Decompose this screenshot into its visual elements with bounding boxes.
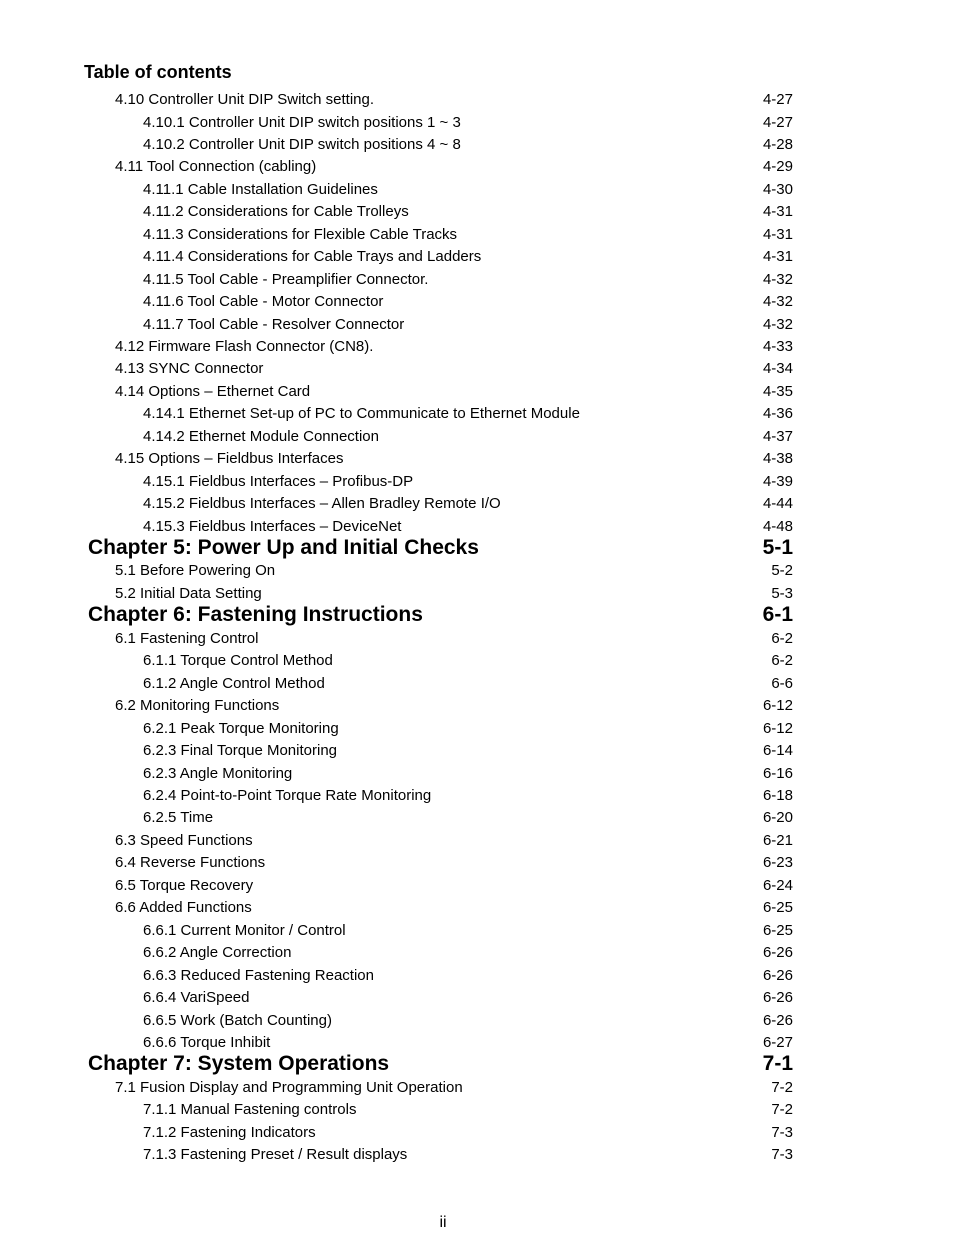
- toc-entry-page: 7-1: [762, 1052, 793, 1076]
- toc-entry[interactable]: [0, 269, 954, 291]
- toc-entry-title: 6.6.1 Current Monitor / Control: [143, 921, 346, 939]
- toc-entry-page: 6-18: [762, 787, 793, 804]
- toc-entry-title: 4.11.6 Tool Cable - Motor Connector: [143, 293, 384, 310]
- toc-entry-title: 6.2.1 Peak Torque Monitoring: [143, 719, 339, 737]
- toc-entry[interactable]: [0, 201, 954, 223]
- toc-entry-title: 4.11.3 Considerations for Flexible Cable Tracks: [143, 225, 458, 243]
- toc-entry-page: 4-32: [762, 270, 793, 288]
- toc-entry-page: 4-39: [762, 472, 793, 490]
- toc-entry[interactable]: [0, 650, 954, 672]
- toc-entry-title: 6.6.3 Reduced Fastening Reaction: [143, 966, 374, 984]
- toc-entry-title: 4.15.3 Fieldbus Interfaces – DeviceNet: [143, 517, 402, 535]
- toc-entry[interactable]: [0, 179, 954, 201]
- toc-entry[interactable]: [0, 852, 954, 874]
- toc-entry-page: 6-26: [762, 944, 793, 962]
- toc-entry-title: 4.15.2 Fieldbus Interfaces – Allen Bradley Remote I/O: [143, 495, 501, 513]
- toc-entry-page: 4-32: [762, 315, 793, 333]
- toc-entry-title: 6.6.5 Work (Batch Counting): [143, 1011, 332, 1029]
- toc-entry-title: 6.4 Reverse Functions: [115, 854, 266, 872]
- toc-entry-page: 4-38: [762, 450, 793, 468]
- toc-entry[interactable]: [0, 426, 954, 448]
- toc-entry-title: 4.10.1 Controller Unit DIP switch positions 1 ~ 3: [143, 113, 461, 131]
- toc-entry-page: 7-3: [771, 1146, 793, 1164]
- toc-entry[interactable]: [0, 448, 954, 470]
- toc-entry[interactable]: [0, 560, 954, 582]
- toc-entry-title: 4.13 SYNC Connector: [115, 360, 264, 378]
- toc-entry[interactable]: [0, 1122, 954, 1144]
- toc-entry[interactable]: [0, 695, 954, 717]
- toc-entry-title: 4.14.1 Ethernet Set-up of PC to Communicate to Ethernet Module: [143, 405, 580, 423]
- toc-entry[interactable]: [0, 291, 954, 313]
- toc-entry-title: 4.11.4 Considerations for Cable Trays and Ladders: [143, 248, 482, 266]
- toc-entry-page: 6-14: [762, 742, 793, 760]
- toc-entry-title: 7.1.1 Manual Fastening controls: [143, 1101, 357, 1119]
- toc-entry-title: 4.11.7 Tool Cable - Resolver Connector: [143, 315, 405, 333]
- toc-entry[interactable]: [0, 875, 954, 897]
- toc-entry-page: 4-44: [762, 495, 793, 513]
- toc-entry[interactable]: [0, 718, 954, 740]
- page-number: ii: [439, 1214, 447, 1231]
- toc-entry-title: 7.1.2 Fastening Indicators: [143, 1123, 316, 1141]
- toc-entry[interactable]: [0, 112, 954, 134]
- toc-entry-title: 6.1 Fastening Control: [115, 629, 259, 647]
- toc-entry-page: 6-20: [762, 809, 793, 827]
- toc-entry-page: 6-27: [762, 1033, 793, 1051]
- toc-entry-page: 6-16: [762, 764, 793, 782]
- toc-entry-page: 6-12: [762, 719, 793, 737]
- toc-entry[interactable]: [0, 920, 954, 942]
- toc-entry-title: 4.11.1 Cable Installation Guidelines: [143, 180, 378, 198]
- toc-entry-page: 4-31: [762, 248, 793, 266]
- toc-entry[interactable]: [0, 134, 954, 156]
- toc-entry-title: 6.6.4 VariSpeed: [143, 989, 250, 1006]
- toc-entry[interactable]: [0, 224, 954, 246]
- toc-entry-page: 7-2: [771, 1078, 793, 1096]
- toc-entry[interactable]: [0, 897, 954, 919]
- toc-entry-title: 6.2.4 Point-to-Point Torque Rate Monitoring: [143, 787, 432, 804]
- toc-entry-page: 6-1: [762, 603, 793, 627]
- toc-entry-title: 6.6.2 Angle Correction: [143, 944, 292, 962]
- toc-entry[interactable]: [0, 1010, 954, 1032]
- toc-entry-page: 4-35: [762, 382, 793, 400]
- toc-entry-title: 4.12 Firmware Flash Connector (CN8).: [115, 337, 374, 355]
- toc-chapter-entry[interactable]: [0, 1051, 954, 1077]
- toc-entry-page: 6-6: [771, 674, 793, 692]
- toc-entry-page: 6-12: [762, 697, 793, 715]
- toc-entry[interactable]: [0, 987, 954, 1009]
- toc-entry-title: 6.2 Monitoring Functions: [115, 697, 280, 715]
- toc-entry-title: 4.15 Options – Fieldbus Interfaces: [115, 450, 344, 468]
- toc-entry-title: 6.2.3 Angle Monitoring: [143, 764, 293, 782]
- toc-entry[interactable]: [0, 1144, 954, 1166]
- toc-entry-page: 6-26: [762, 966, 793, 984]
- toc-entry[interactable]: [0, 381, 954, 403]
- toc-entry-page: 5-2: [771, 562, 793, 580]
- toc-entry-page: 4-27: [762, 113, 793, 131]
- toc-entry-title: 6.3 Speed Functions: [115, 831, 253, 849]
- toc-entry-page: 6-21: [762, 831, 793, 849]
- toc-heading: Table of contents: [84, 62, 232, 82]
- toc-entry-page: 4-48: [762, 517, 793, 535]
- toc-entry-title: 4.15.1 Fieldbus Interfaces – Profibus-DP: [143, 472, 414, 490]
- toc-entry[interactable]: [0, 156, 954, 178]
- toc-entry-page: 4-37: [762, 427, 793, 445]
- toc-entry-page: 5-1: [762, 536, 793, 559]
- toc-entry[interactable]: [0, 965, 954, 987]
- toc-entry[interactable]: [0, 314, 954, 336]
- toc-entry[interactable]: [0, 673, 954, 695]
- toc-chapter-entry[interactable]: [0, 535, 954, 561]
- toc-entry-page: 7-3: [771, 1123, 793, 1141]
- toc-entry-page: 4-32: [762, 293, 793, 310]
- toc-entry-title: 6.5 Torque Recovery: [115, 876, 254, 894]
- toc-entry[interactable]: [0, 358, 954, 380]
- toc-entry-page: 4-33: [762, 337, 793, 355]
- toc-entry-page: 7-2: [771, 1101, 793, 1119]
- toc-entry[interactable]: [0, 403, 954, 425]
- toc-entry-page: 6-25: [762, 899, 793, 917]
- toc-entry[interactable]: [0, 807, 954, 829]
- toc-entry[interactable]: [0, 740, 954, 762]
- toc-entry-title: Chapter 7: System Operations: [88, 1052, 390, 1076]
- toc-entry[interactable]: [0, 763, 954, 785]
- toc-chapter-entry[interactable]: [0, 602, 954, 628]
- toc-entry[interactable]: [0, 785, 954, 807]
- toc-entry[interactable]: [0, 246, 954, 268]
- toc-entry-page: 6-25: [762, 921, 793, 939]
- toc-entry[interactable]: [0, 1099, 954, 1121]
- toc-entry-title: 4.11.2 Considerations for Cable Trolleys: [143, 203, 409, 221]
- toc-entry-page: 6-26: [762, 1011, 793, 1029]
- toc-entry-page: 4-27: [762, 91, 793, 108]
- toc-entry-title: 6.6 Added Functions: [115, 899, 252, 917]
- toc-entry-title: 6.2.3 Final Torque Monitoring: [143, 742, 338, 760]
- toc-entry-title: 4.10.2 Controller Unit DIP switch positions 4 ~ 8: [143, 135, 461, 153]
- toc-entry-title: 4.11 Tool Connection (cabling): [115, 158, 317, 176]
- toc-entry-title: 4.10 Controller Unit DIP Switch setting.: [115, 91, 375, 108]
- toc-entry-title: 5.2 Initial Data Setting: [115, 584, 262, 602]
- toc-entry[interactable]: [0, 942, 954, 964]
- toc-entry-title: 4.14 Options – Ethernet Card: [115, 382, 311, 400]
- toc-entry-title: 6.1.1 Torque Control Method: [143, 652, 333, 670]
- toc-entry[interactable]: [0, 830, 954, 852]
- toc-entry-title: 4.11.5 Tool Cable - Preamplifier Connector.: [143, 270, 429, 288]
- toc-entry-page: 4-29: [762, 158, 793, 176]
- toc-entry-page: 6-2: [771, 629, 793, 647]
- toc-entry[interactable]: [0, 471, 954, 493]
- toc-entry[interactable]: [0, 628, 954, 650]
- toc-entry-title: Chapter 6: Fastening Instructions: [88, 603, 423, 627]
- toc-entry-title: 5.1 Before Powering On: [115, 562, 276, 580]
- toc-entry-page: 4-31: [762, 225, 793, 243]
- toc-entry-page: 4-31: [762, 203, 793, 221]
- toc-entry-page: 4-36: [762, 405, 793, 423]
- toc-entry-page: 6-23: [762, 854, 793, 872]
- toc-entry-page: 6-24: [762, 876, 793, 894]
- toc-entry-page: 4-30: [762, 180, 793, 198]
- toc-entry-page: 6-2: [771, 652, 793, 670]
- toc-entry[interactable]: [0, 336, 954, 358]
- toc-entry[interactable]: [0, 1077, 954, 1099]
- toc-entry-title: 4.14.2 Ethernet Module Connection: [143, 427, 379, 445]
- toc-entry[interactable]: [0, 493, 954, 515]
- toc-entry[interactable]: [0, 89, 954, 111]
- toc-entry-title: 7.1.3 Fastening Preset / Result displays: [143, 1146, 408, 1164]
- toc-entry-page: 5-3: [771, 584, 793, 602]
- toc-entry-title: 6.6.6 Torque Inhibit: [143, 1033, 271, 1051]
- toc-entry-title: Chapter 5: Power Up and Initial Checks: [88, 536, 479, 559]
- toc-entry-page: 4-28: [762, 135, 793, 153]
- toc-entry-title: 6.2.5 Time: [143, 809, 214, 827]
- toc-entry-page: 4-34: [762, 360, 793, 378]
- toc-entry-title: 6.1.2 Angle Control Method: [143, 674, 325, 692]
- toc-entry-page: 6-26: [762, 989, 793, 1006]
- toc-entry-title: 7.1 Fusion Display and Programming Unit Operation: [115, 1078, 463, 1096]
